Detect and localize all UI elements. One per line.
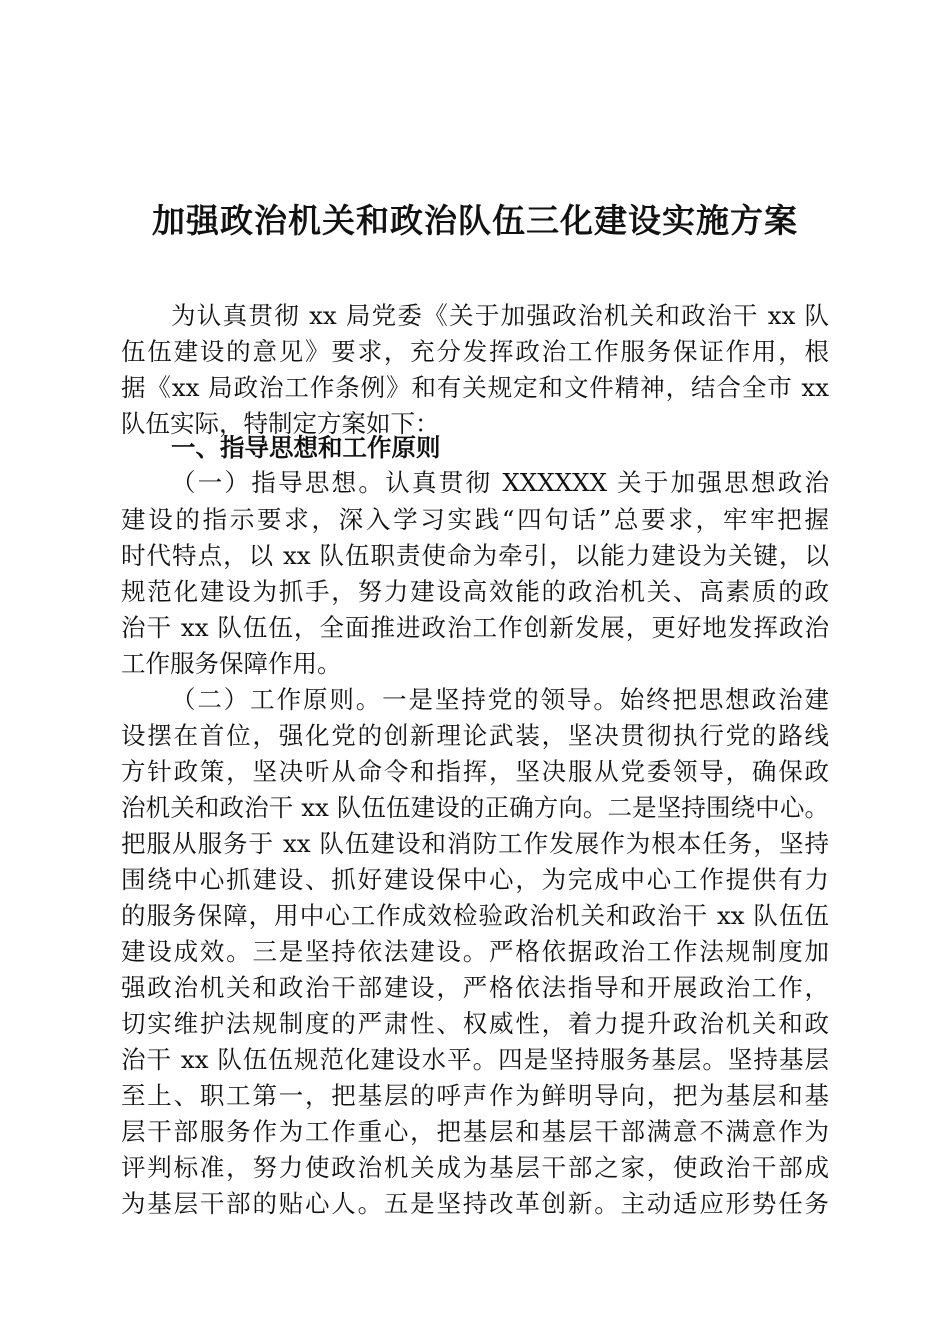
document-title: 加强政治机关和政治队伍三化建设实施方案	[152, 201, 798, 240]
guiding-line-2: 建设的指示要求，深入学习实践“四句话”总要求，牢牢把握	[121, 505, 829, 534]
guiding-line-4: 规范化建设为抓手，努力建设高效能的政治机关、高素质的政	[121, 577, 829, 606]
guiding-line-3: 时代特点，以 xx 队伍职责使命为牵引，以能力建设为关键，以	[121, 541, 829, 570]
intro-line-4: 队伍实际，特制定方案如下：	[121, 409, 440, 438]
intro-line-1: 为认真贯彻 xx 局党委《关于加强政治机关和政治干 xx 队	[171, 301, 829, 330]
guiding-line-6: 工作服务保障作用。	[121, 649, 342, 678]
principle-line-1: （二）工作原则。一是坚持党的领导。始终把思想政治建	[171, 685, 829, 714]
principle-line-15: 为基层干部的贴心人。五是坚持改革创新。主动适应形势任务	[121, 1189, 829, 1218]
intro-line-3: 据《xx 局政治工作条例》和有关规定和文件精神，结合全市 xx	[121, 373, 829, 402]
guiding-line-1: （一）指导思想。认真贯彻 XXXXXX 关于加强思想政治	[171, 468, 829, 497]
principle-line-13: 层干部服务作为工作重心，把基层和基层干部满意不满意作为	[121, 1117, 829, 1146]
principle-line-11: 治干 xx 队伍伍规范化建设水平。四是坚持服务基层。坚持基层	[121, 1045, 829, 1074]
principle-line-12: 至上、职工第一，把基层的呼声作为鲜明导向，把为基层和基	[121, 1081, 829, 1110]
principle-line-2: 设摆在首位，强化党的创新理论武装，坚决贯彻执行党的路线	[121, 721, 829, 750]
intro-line-2: 伍伍建设的意见》要求，充分发挥政治工作服务保证作用，根	[121, 337, 829, 366]
principle-line-14: 评判标准，努力使政治机关成为基层干部之家，使政治干部成	[121, 1153, 829, 1182]
guiding-line-5: 治干 xx 队伍伍，全面推进政治工作创新发展，更好地发挥政治	[121, 613, 829, 642]
principle-line-3: 方针政策，坚决听从命令和指挥，坚决服从党委领导，确保政	[121, 757, 829, 786]
principle-line-6: 围绕中心抓建设、抓好建设保中心，为完成中心工作提供有力	[121, 865, 829, 894]
principle-line-7: 的服务保障，用中心工作成效检验政治机关和政治干 xx 队伍伍	[121, 901, 829, 930]
principle-line-9: 强政治机关和政治干部建设，严格依法指导和开展政治工作，	[121, 973, 829, 1002]
section-heading: 一、指导思想和工作原则	[171, 433, 441, 462]
principle-line-4: 治机关和政治干 xx 队伍伍建设的正确方向。二是坚持围绕中心。	[121, 793, 829, 822]
principle-line-5: 把服从服务于 xx 队伍建设和消防工作发展作为根本任务，坚持	[121, 829, 829, 858]
principle-line-10: 切实维护法规制度的严肃性、权威性，着力提升政治机关和政	[121, 1009, 829, 1038]
principle-line-8: 建设成效。三是坚持依法建设。严格依据政治工作法规制度加	[121, 937, 829, 966]
